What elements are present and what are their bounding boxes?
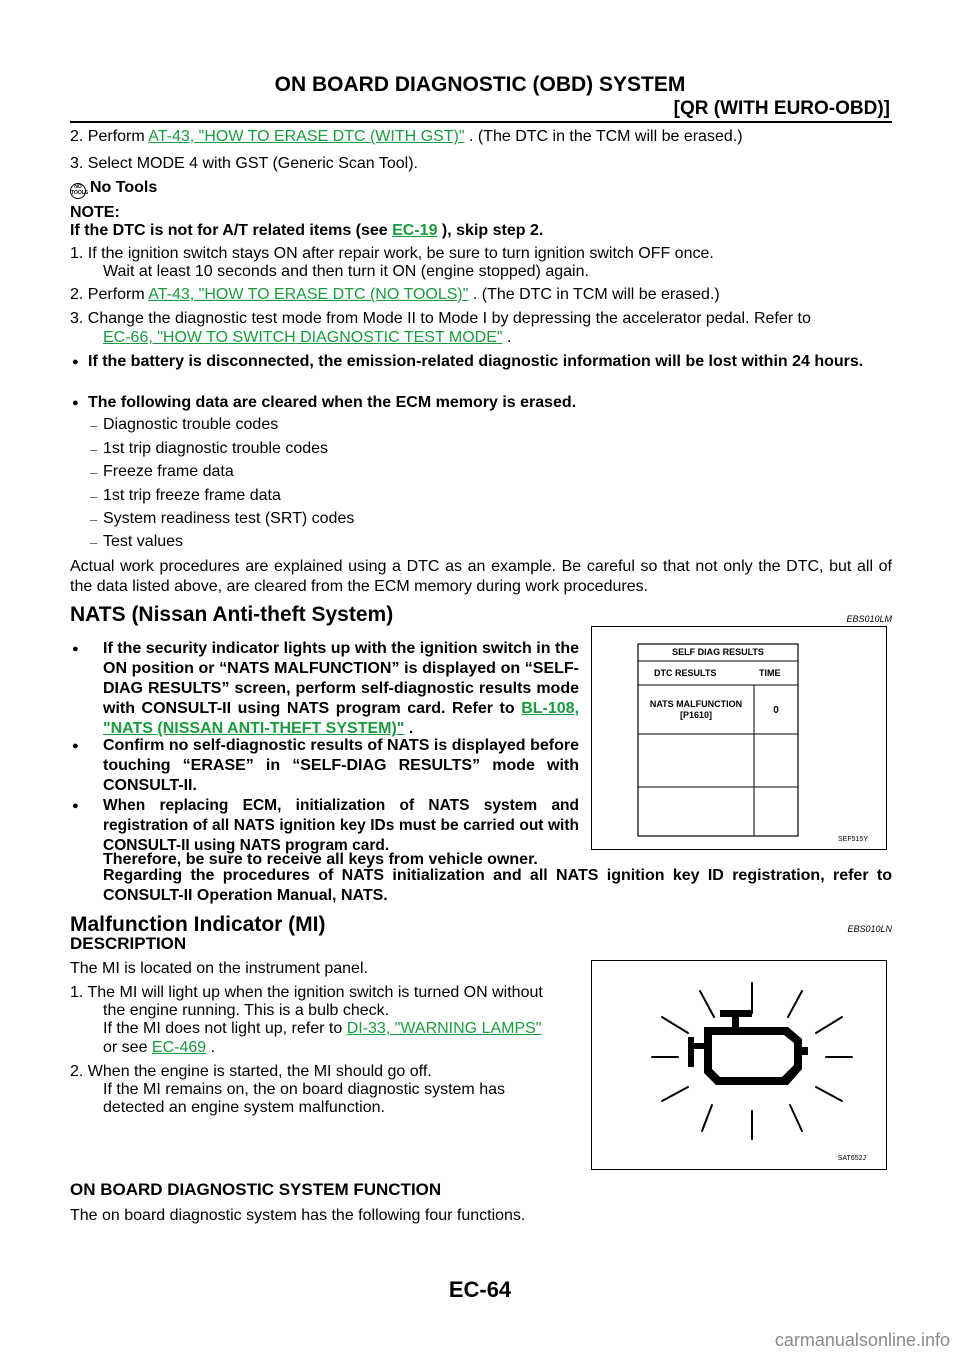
self-diag-table-graphic (592, 627, 886, 849)
bullet-icon: ● (72, 356, 79, 368)
figure-caption: SAT652J (837, 1155, 866, 1162)
dash-marker: – (90, 489, 98, 504)
mi-step-1b: the engine running. This is a bulb check. (103, 1002, 390, 1019)
watermark: carmanualsonline.info (774, 1330, 950, 1350)
nats-code: EBS010LM (846, 614, 892, 624)
gst-step-3: 3. Select MODE 4 with GST (Generic Scan Tool). (70, 155, 418, 172)
dtc-results-col: DTC RESULTS (654, 668, 717, 678)
no-tools-label: NO TOOLS No Tools (70, 178, 892, 199)
page-number: EC-64 (448, 1277, 512, 1302)
cleared-item: 1st trip diagnostic trouble codes (103, 440, 329, 457)
nats-bullet-3: When replacing ECM, initialization of NATS system and registration of all NATS ignition key IDs must be carried out with CONSULT-II using NATS program card. (103, 797, 579, 854)
bullet-icon: ● (72, 800, 79, 812)
cleared-item: 1st trip freeze frame data (103, 487, 281, 504)
cleared-warning: The following data are cleared when the ECM memory is erased. (88, 394, 577, 411)
link-bl-108[interactable]: BL-108, "NATS (NISSAN ANTI-THEFT SYSTEM)" (103, 700, 580, 737)
link-ec-66[interactable]: EC-66, "HOW TO SWITCH DIAGNOSTIC TEST MODE" (103, 329, 503, 346)
nt-step-3b: EC-66, "HOW TO SWITCH DIAGNOSTIC TEST MODE" . (103, 329, 512, 346)
nt-step-3a: 3. Change the diagnostic test mode from Mode II to Mode I by depressing the accelerator pedal. Refer to (70, 310, 811, 327)
time-value: 0 (773, 705, 779, 716)
time-col: TIME (759, 668, 781, 678)
link-di-33[interactable]: DI-33, "WARNING LAMPS" (346, 1020, 542, 1037)
nats-bullet-1: If the security indicator lights up with the ignition switch in the ON position or “NATS MALFUNCTION” is displayed on “SELF-DIAG RESULTS” screen, perform self-diagnostic results mode with CONSULT-II using NATS program card. Refer to BL-108, "NATS (NISSAN ANTI-THEFT SYSTEM)" . (103, 640, 580, 737)
note-label: NOTE: (70, 204, 120, 221)
bullet-icon: ● (72, 643, 79, 655)
mi-step-1c: If the MI does not light up, refer to DI-33, "WARNING LAMPS" (103, 1020, 542, 1037)
note-text: If the DTC is not for A/T related items (see EC-19 ), skip step 2. (70, 222, 544, 239)
description-heading: DESCRIPTION (70, 934, 187, 953)
bullet-icon: ● (72, 397, 79, 409)
link-at-43-no-tools[interactable]: AT-43, "HOW TO ERASE DTC (NO TOOLS)" (148, 286, 469, 303)
mi-heading: Malfunction Indicator (MI) (70, 913, 326, 936)
link-at-43-gst[interactable]: AT-43, "HOW TO ERASE DTC (WITH GST)" (148, 128, 465, 145)
link-ec-469[interactable]: EC-469 (151, 1039, 207, 1056)
nt-step-1b: Wait at least 10 seconds and then turn it ON (engine stopped) again. (103, 263, 589, 280)
cleared-item: Diagnostic trouble codes (103, 416, 279, 433)
mi-step-1d: or see EC-469 . (103, 1039, 216, 1056)
mi-lamp-figure (591, 960, 887, 1170)
mi-step-2c: detected an engine system malfunction. (103, 1099, 385, 1116)
actual-work-note: Actual work procedures are explained using a DTC as an example. Be careful so that not only the DTC, but all of the data listed above, are cleared from the ECM memory during work procedures. (70, 558, 892, 595)
figure-caption: SEF515Y (838, 836, 868, 843)
mi-intro: The MI is located on the instrument panel. (70, 960, 368, 977)
dash-marker: – (90, 418, 98, 433)
header-rule (70, 121, 892, 123)
gst-step-2: 2. Perform AT-43, "HOW TO ERASE DTC (WITH GST)" . (The DTC in the TCM will be erased.) (70, 128, 743, 145)
cleared-item: Test values (103, 533, 184, 550)
self-diag-title: SELF DIAG RESULTS (672, 647, 764, 657)
bullet-icon: ● (72, 740, 79, 752)
self-diag-figure (591, 626, 887, 850)
nats-bullet-2: Confirm no self-diagnostic results of NATS is displayed before touching “ERASE” in “SELF-DIAG RESULTS” mode with CONSULT-II. (103, 737, 579, 794)
mi-step-2a: 2. When the engine is started, the MI should go off. (70, 1063, 432, 1080)
mi-step-2b: If the MI remains on, the on board diagnostic system has (103, 1081, 505, 1098)
page-subtitle: [QR (WITH EURO-OBD)] (673, 98, 890, 119)
battery-warning: If the battery is disconnected, the emission-related diagnostic information will be lost within 24 hours. (88, 353, 864, 370)
nt-step-2: 2. Perform AT-43, "HOW TO ERASE DTC (NO TOOLS)" . (The DTC in TCM will be erased.) (70, 286, 720, 303)
dash-marker: – (90, 442, 98, 457)
check-engine-icon (592, 961, 886, 1169)
page-title: ON BOARD DIAGNOSTIC (OBD) SYSTEM (274, 73, 686, 96)
nats-malfunction-row: NATS MALFUNCTION [P1610] (649, 699, 743, 720)
obd-function-heading: ON BOARD DIAGNOSTIC SYSTEM FUNCTION (70, 1180, 442, 1199)
no-tools-icon: NO TOOLS (70, 183, 86, 199)
nats-bullet-3-cont2: Regarding the procedures of NATS initialization and all NATS ignition key ID registration, refer to CONSULT-II Operation Manual, NATS. (103, 867, 892, 904)
nats-bullet-3-cont1: Therefore, be sure to receive all keys from vehicle owner. (103, 851, 538, 868)
dash-marker: – (90, 465, 98, 480)
dash-marker: – (90, 512, 98, 527)
nats-heading: NATS (Nissan Anti-theft System) (70, 603, 394, 626)
link-ec-19[interactable]: EC-19 (392, 222, 438, 239)
mi-step-1a: 1. The MI will light up when the ignition switch is turned ON without (70, 984, 543, 1001)
cleared-item: System readiness test (SRT) codes (103, 510, 355, 527)
obd-function-text: The on board diagnostic system has the following four functions. (70, 1207, 526, 1224)
cleared-item: Freeze frame data (103, 463, 234, 480)
dash-marker: – (90, 535, 98, 550)
mi-code: EBS010LN (847, 924, 892, 934)
nt-step-1a: 1. If the ignition switch stays ON after repair work, be sure to turn ignition switch OFF once. (70, 245, 714, 262)
